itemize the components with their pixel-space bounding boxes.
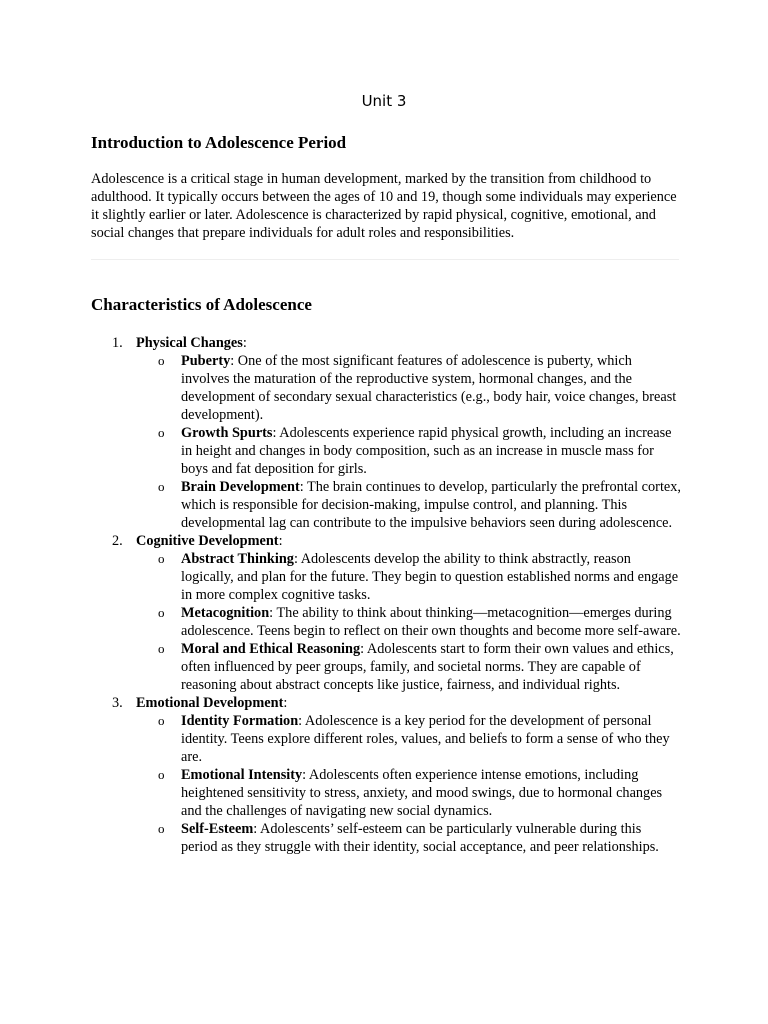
item-term: Self-Esteem: [181, 821, 254, 837]
section-number: 1.: [112, 335, 123, 351]
list-item: [136, 352, 681, 424]
list-item: [136, 604, 681, 640]
list-item: [136, 550, 681, 604]
item-text: : Adolescents often experience intense emotions, including heightened sensitivity to stress, anxiety, and mood swings, due to hormonal changes and the challenges of navigating new social dynamics.: [181, 767, 663, 819]
section-points: [136, 352, 681, 532]
list-item: [136, 766, 681, 820]
item-term: Growth Spurts: [181, 425, 273, 441]
item-term: Brain Development: [181, 479, 300, 495]
item-text: : The brain continues to develop, particularly the prefrontal cortex, which is responsible for decision-making, impulse control, and planning. This developmental lag can contribute to the impulsive behaviors seen during adolescence.: [181, 479, 681, 531]
intro-heading: Introduction to Adolescence Period: [91, 133, 347, 152]
item-term: Metacognition: [181, 605, 270, 621]
bullet-icon: o: [158, 605, 165, 620]
list-item: [136, 640, 681, 694]
section-cognitive-development: 2. Cognitive Development: o Abstract Thinking: Adolescents develop the ability to think abstractly, reason logically, and plan for the future. They begin to question established norms and engage in more complex cognitive tasks. o Metacognition: The ability to think about thinking—metacognition—emerges during adolescence. Teens begin to reflect on their own thoughts and become more self-aware. o Moral and Ethical Reasoning: Adolescents start to form their own values and ethics, often influenced by peer groups, family, and societal norms. They are capable of reasoning about abstract concepts like justice, fairness, and individual rights.: [112, 533, 681, 693]
section-title: Emotional Development: [136, 695, 284, 711]
item-term: Identity Formation: [181, 713, 299, 729]
list-item: [136, 820, 681, 856]
section-number: 3.: [112, 695, 123, 711]
item-text: : Adolescents develop the ability to think abstractly, reason logically, and plan for the future. They begin to question established norms and engage in more complex cognitive tasks.: [181, 551, 679, 603]
section-title: Cognitive Development: [136, 533, 279, 549]
bullet-icon: o: [158, 551, 165, 566]
characteristics-heading: Characteristics of Adolescence: [91, 295, 312, 314]
bullet-icon: o: [158, 767, 165, 782]
bullet-icon: o: [158, 641, 165, 656]
item-term: Moral and Ethical Reasoning: [181, 641, 361, 657]
bullet-icon: o: [158, 821, 165, 836]
intro-paragraph: Adolescence is a critical stage in human development, marked by the transition from childhood to adulthood. It typically occurs between the ages of 10 and 19, though some individuals may experience it slightly earlier or later. Adolescence is characterized by rapid physical, cognitive, emotional, and social changes that prepare individuals for adult roles and responsibilities.: [91, 171, 677, 241]
list-item: [136, 424, 681, 478]
section-number: 2.: [112, 533, 123, 549]
item-text: : One of the most significant features of adolescence is puberty, which involves the maturation of the reproductive system, hormonal changes, and the development of secondary sexual characteristics (e.g., body hair, voice changes, breast development).: [181, 353, 677, 423]
unit-title: Unit 3: [361, 92, 407, 110]
section-points: [136, 712, 681, 856]
item-term: Emotional Intensity: [181, 767, 303, 783]
item-text: : Adolescents start to form their own values and ethics, often influenced by peer groups, family, and societal norms. They are capable of reasoning about abstract concepts like justice, fairness, and individual rights.: [181, 641, 674, 693]
bullet-icon: o: [158, 353, 165, 368]
list-item: [136, 712, 681, 766]
bullet-icon: o: [158, 425, 165, 440]
section-divider: [91, 259, 679, 260]
bullet-icon: o: [158, 713, 165, 728]
item-text: : Adolescents experience rapid physical growth, including an increase in height and changes in body composition, such as an increase in muscle mass for boys and fat deposition for girls.: [181, 425, 672, 477]
section-points: [136, 550, 681, 694]
section-physical-changes: 1. Physical Changes: o Puberty: One of the most significant features of adolescence is puberty, which involves the maturation of the reproductive system, hormonal changes, and the development of secondary sexual characteristics (e.g., body hair, voice changes, breast development). o Growth Spurts: Adolescents experience rapid physical growth, including an increase in height and changes in body composition, such as an increase in muscle mass for boys and fat deposition for girls. o Brain Development: The brain continues to develop, particularly the prefrontal cortex, which is responsible for decision-making, impulse control, and planning. This developmental lag can contribute to the impulsive behaviors seen during adolescence.: [112, 335, 681, 531]
item-term: Puberty: [181, 353, 231, 369]
item-text: : The ability to think about thinking—metacognition—emerges during adolescence. Teens begin to reflect on their own thoughts and become more self-aware.: [181, 605, 681, 639]
section-title: Physical Changes: [136, 335, 243, 351]
list-item: [136, 478, 681, 532]
item-text: : Adolescents’ self-esteem can be particularly vulnerable during this period as they struggle with their identity, social acceptance, and peer relationships.: [181, 821, 659, 855]
characteristics-list: [91, 334, 681, 856]
bullet-icon: o: [158, 479, 165, 494]
item-text: : Adolescence is a key period for the development of personal identity. Teens explore different roles, values, and beliefs to form a sense of who they are.: [181, 713, 670, 765]
section-emotional-development: 3. Emotional Development: o Identity Formation: Adolescence is a key period for the development of personal identity. Teens explore different roles, values, and beliefs to form a sense of who they are. o Emotional Intensity: Adolescents often experience intense emotions, including heightened sensitivity to stress, anxiety, and mood swings, due to hormonal changes and the challenges of navigating new social dynamics. o Self-Esteem: Adolescents’ self-esteem can be particularly vulnerable during this period as they struggle with their identity, social acceptance, and peer relationships.: [91, 694, 681, 856]
item-term: Abstract Thinking: [181, 551, 294, 567]
